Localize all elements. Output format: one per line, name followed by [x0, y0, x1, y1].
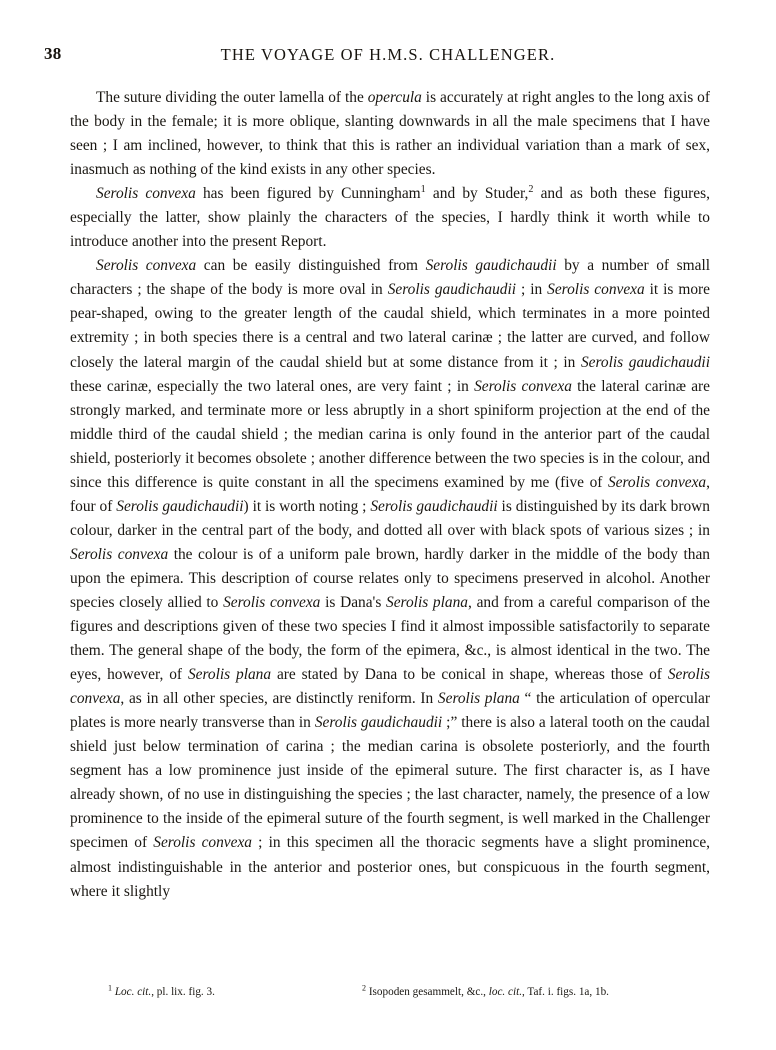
page-number: 38 [44, 44, 62, 63]
footnote-2-marker: 2 [362, 983, 367, 993]
footnote-2-text: Isopoden gesammelt, &c., loc. cit., Taf. i. figs. 1a, 1b. [368, 986, 609, 998]
paragraph-3: Serolis convexa can be easily distinguished from Serolis gaudichaudii by a number of small characters ; the shape of the body is more oval in Serolis gaudichaudii ; in Serolis convexa it is more pear-shaped, owing to the greater length of the caudal shield, which terminates in a more pointed extremity ; in both species there is a central and two lateral carinæ ; the latter are curved, and follow closely the lateral margin of the caudal shield but at some distance from it ; in Serolis gaudichaudii these carinæ, especially the two lateral ones, are very faint ; in Serolis convexa the lateral carinæ are strongly marked, and terminate more or less abruptly in a short spiniform projection at the end of the middle third of the caudal shield ; the median carina is only found in the anterior part of the caudal shield, posteriorly it becomes obsolete ; another difference between the two species is in the colour, and since this difference is quite constant in all the specimens examined by me (five of Serolis convexa, four of Serolis gaudichaudii) it is worth noting ; Serolis gaudichaudii is distinguished by its dark brown colour, darker in the central part of the body, and dotted all over with black spots of various sizes ; in Serolis convexa the colour is of a uniform pale brown, hardly darker in the middle of the body than upon the epimera. This description of course relates only to specimens preserved in alcohol. Another species closely allied to Serolis convexa is Dana's Serolis plana, and from a careful comparison of the figures and descriptions given of these two species I find it almost impossible satisfactorily to separate them. The general shape of the body, the form of the epimera, &c., is almost identical in the two. The eyes, however, of Serolis plana are stated by Dana to be conical in shape, whereas those of Serolis convexa, as in all other species, are distinctly reniform. In Serolis plana “ the articulation of opercular plates is more nearly transverse than in Serolis gaudichaudii ;” there is also a lateral tooth on the caudal shield just below termination of carina ; the median carina is obsolete posteriorly, and the fourth segment has a low prominence just inside of the epimeral suture. The first character is, as I have already shown, of no use in distinguishing the species ; the last character, namely, the presence of a low prominence to the inside of the epimeral suture of the fourth segment, is well marked in the Challenger specimen of Serolis convexa ; in this specimen all the thoracic segments have a slight prominence, almost indistinguishable in the anterior and posterior ones, but conspicuous in the fourth segment, where it slightly [70, 257, 711, 900]
page-header [0, 44, 776, 68]
footnote-1-text: Loc. cit., pl. lix. fig. 3. [114, 986, 215, 998]
footnote-2 [362, 985, 609, 1000]
footnote-1 [108, 985, 215, 1000]
paragraph-2: Serolis convexa has been figured by Cunningham$^1$ and by Studer,$^2$ and as both these figures, especially the latter, show plainly the characters of the species, I hardly think it worth while to introduce another into the present Report. [70, 184, 710, 251]
body-text [70, 86, 710, 904]
footnote-1-marker: 1 [108, 983, 113, 993]
running-head: THE VOYAGE OF H.M.S. CHALLENGER. [220, 45, 556, 64]
paragraph-1: The suture dividing the outer lamella of the opercula is accurately at right angles to the long axis of the body in the female; it is more oblique, slanting downwards in all the male specimens that I have seen ; I am inclined, however, to think that this is rather an individual variation than a mark of sex, inasmuch as nothing of the kind exists in any other species. [70, 89, 710, 179]
